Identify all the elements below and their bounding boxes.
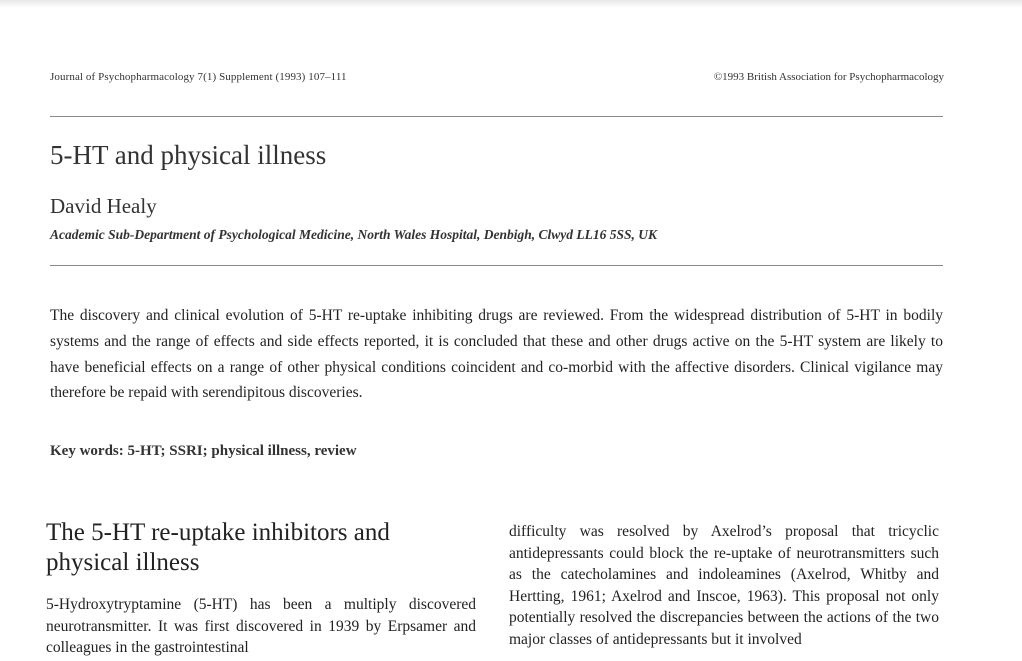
header-divider xyxy=(50,116,943,117)
section-heading: The 5-HT re-uptake inhibitors and physical illness xyxy=(46,519,390,576)
body-column-right: difficulty was resolved by Axelrod’s proposal that tricyclic antidepressants could block the re-uptake of neurotransmitters such as the catecholamines and indoleamines (Axelrod, Whitby and Hertting, 1961; Axelrod and Inscoe, 1963). This proposal not only potentially resolved the discrepancies between the actions of the two major classes of antidepressants but it involved xyxy=(509,523,939,648)
copyright-notice: ©1993 British Association for Psychopharmacology xyxy=(713,71,944,83)
author-name: David Healy xyxy=(50,194,157,218)
scan-edge-shadow xyxy=(0,0,1022,8)
article-title: 5-HT and physical illness xyxy=(50,140,327,170)
author-affiliation: Academic Sub-Department of Psychological Medicine, North Wales Hospital, Denbigh, Clwyd LL16 5SS, UK xyxy=(50,227,658,242)
keywords-line: Key words: 5-HT; SSRI; physical illness, review xyxy=(50,443,357,459)
journal-citation: Journal of Psychopharmacology 7(1) Supplement (1993) 107–111 xyxy=(50,71,347,83)
body-column-left: 5-Hydroxytryptamine (5-HT) has been a multiply discovered neurotransmitter. It was first discovered in 1939 by Erpsamer and colleagues in the gastrointestinal xyxy=(46,596,476,656)
abstract-divider xyxy=(50,265,943,266)
abstract-text: The discovery and clinical evolution of 5-HT re-uptake inhibiting drugs are reviewed. From the widespread distribution of 5-HT in bodily systems and the range of effects and side effects reported, it is concluded that these and other drugs active on the 5-HT system are likely to have beneficial effects on a range of other physical conditions coincident and co-morbid with the affective disorders. Clinical vigilance may therefore be repaid with serendipitous discoveries. xyxy=(50,307,943,402)
